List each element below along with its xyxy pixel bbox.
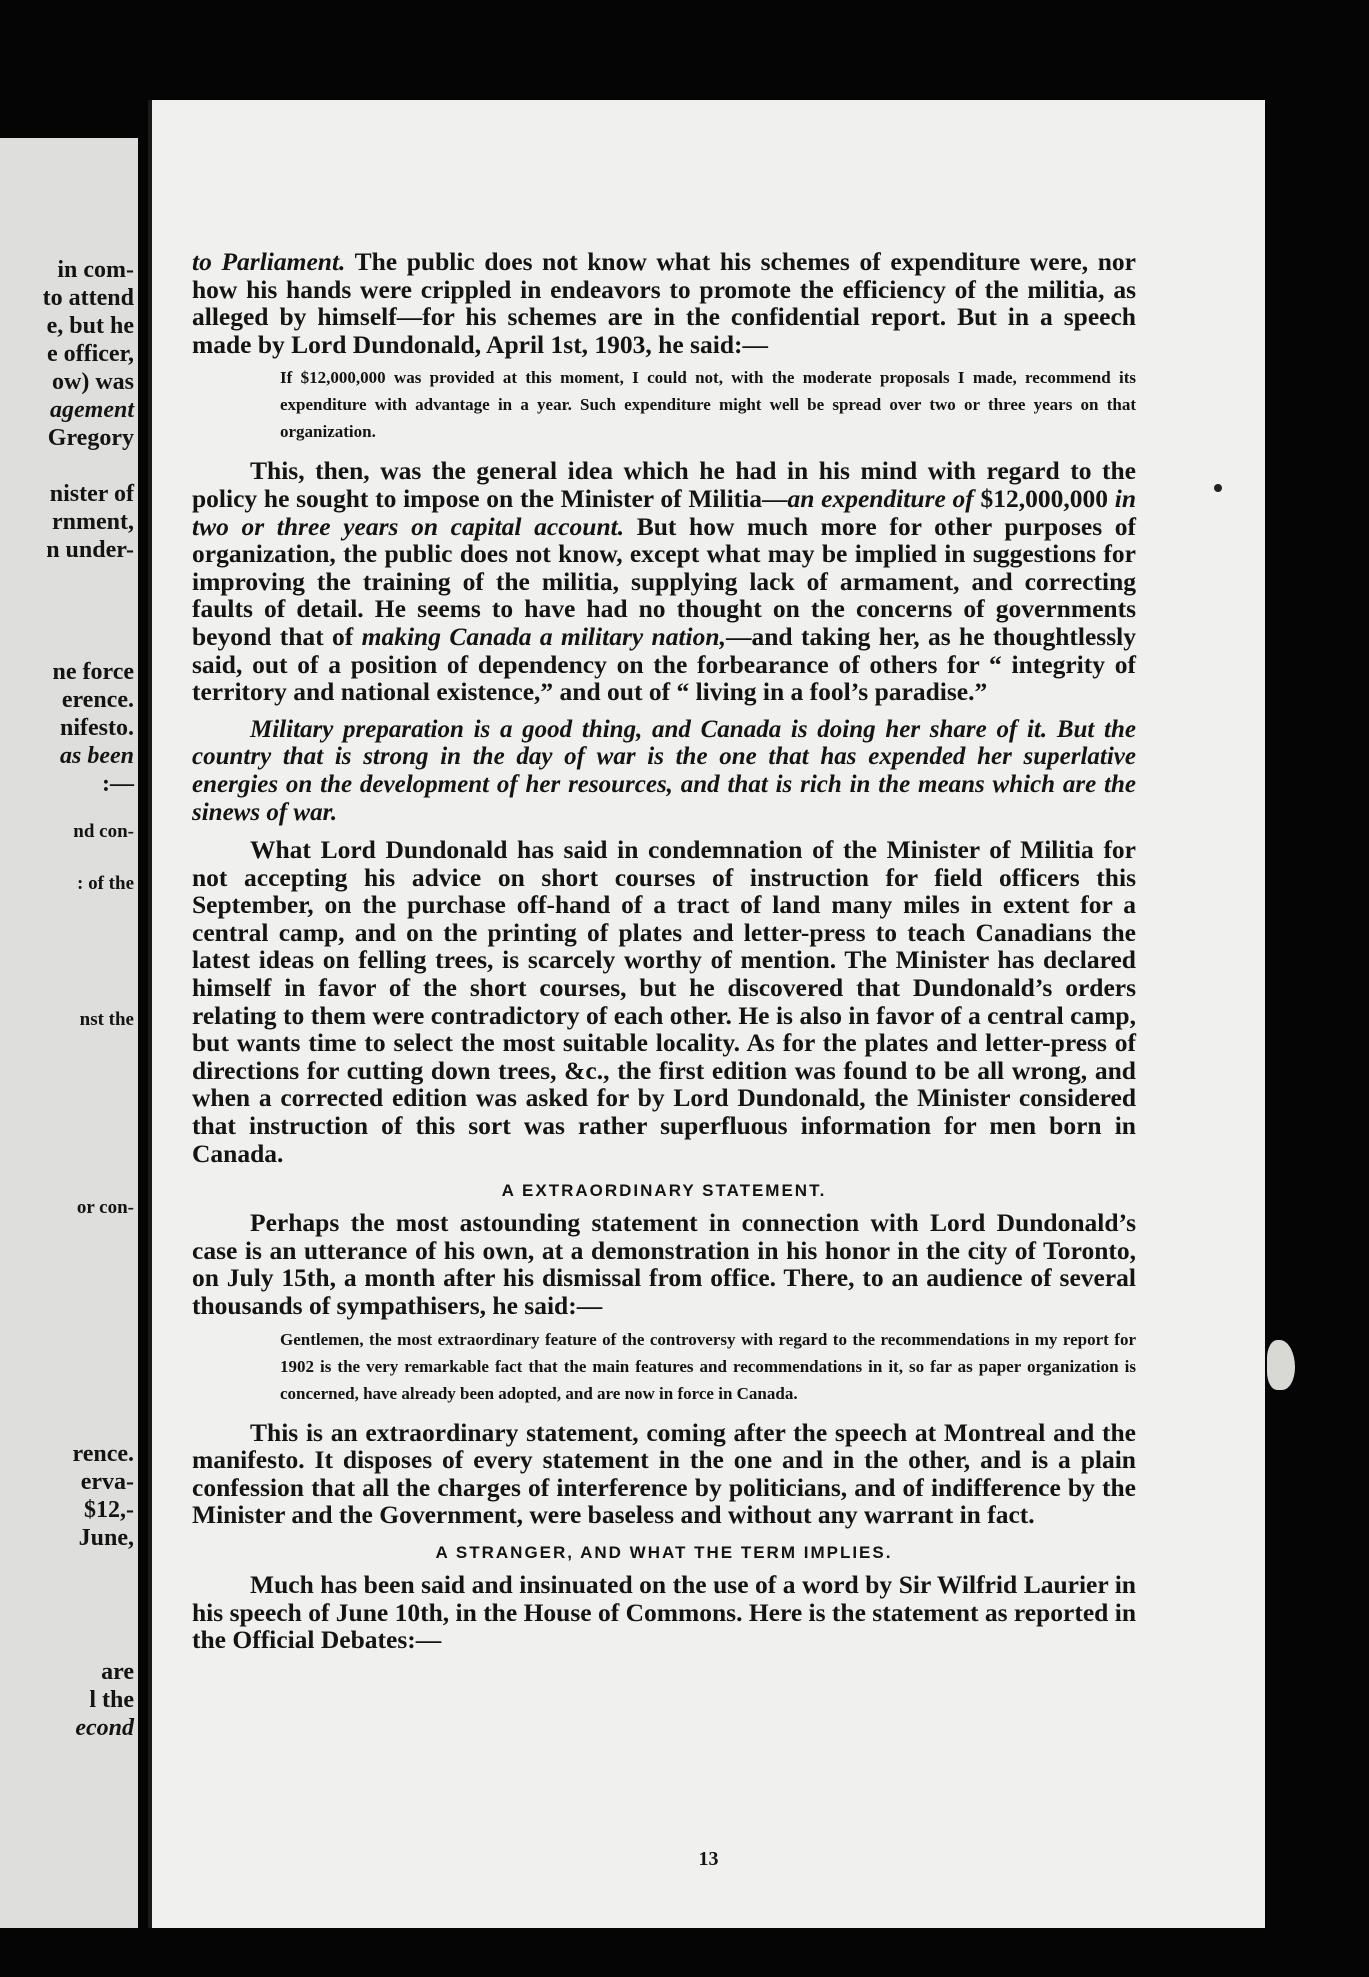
left-page-fragment: nifesto. bbox=[60, 715, 134, 741]
left-page-fragment: :— bbox=[102, 771, 134, 797]
section-heading-extraordinary-statement: A EXTRAORDINARY STATEMENT. bbox=[501, 1181, 827, 1201]
paragraph-7: Much has been said and insinuated on the use of a word by Sir Wilfrid Laurier in his speech of June 10th, in the House of Commons. Here is the statement as reported in the Official Debates:— bbox=[192, 1569, 1136, 1655]
left-page-fragment: or con- bbox=[76, 1197, 134, 1218]
paragraph-2 bbox=[192, 457, 1136, 705]
paragraph-4: What Lord Dundonald has said in condemnation of the Minister of Militia for not accepting his advice on short courses of instruction for field officers this September, on the purchase off-hand of a tract of land many miles in extent for a central camp, and on the printing of plates and letter-press to teach Canadians the latest ideas on felling trees, is scarcely worthy of mention. The Minister has declared himself in favor of the short courses, but he discovered that Dundonald’s orders relating to them were contradictory of each other. He is also in favor of a central camp, but wants time to select the most suitable locality. As for the plates and letter-press of directions for cutting down trees, &c., the first edition was found to be all wrong, and when a corrected edition was asked for by Lord Dundonald, the Minister considered that instruction of this sort was rather superfluous information for men born in Canada. bbox=[192, 835, 1136, 1168]
paragraph-5: Perhaps the most astounding statement in connection with Lord Dundonald’s case is an utterance of his own, at a demonstration in his honor in the city of Toronto, on July 15th, a month after his dismissal from office. There, to an audience of several thousands of sympathisers, he said:— bbox=[192, 1208, 1136, 1320]
paragraph-2-part-d: in two or three years on capital account. bbox=[192, 483, 1137, 541]
paragraph-1-text: The public does not know what his schemes of expenditure were, nor how his hands were crippled in endeavors to promote the efficiency of the militia, as alleged by himself—for his schemes are in the confidential report. But in a speech made by Lord Dundonald, April 1st, 1903, he said:— bbox=[192, 247, 1136, 359]
left-page-fragment: in com- bbox=[57, 257, 134, 283]
left-page-fragment: : of the bbox=[77, 873, 134, 894]
ink-speck bbox=[1214, 484, 1222, 492]
paragraph-2-part-a: This, then, was the general idea which he had in his mind with regard to the policy he sought to impose on the Minister of Militia— bbox=[192, 456, 1136, 513]
left-page-fragment: ne force bbox=[52, 659, 134, 685]
page-number: 13 bbox=[698, 1848, 719, 1870]
left-page-fragment: n under- bbox=[46, 537, 134, 563]
left-page-fragment: agement bbox=[50, 397, 134, 423]
left-page-fragment: June, bbox=[78, 1525, 134, 1551]
left-page-fragment: to attend bbox=[42, 285, 134, 311]
left-page-fragment: as been bbox=[60, 743, 134, 769]
paragraph-1 bbox=[192, 248, 1136, 358]
left-page-fragment: l the bbox=[89, 1687, 134, 1713]
paragraph-6: This is an extraordinary statement, coming after the speech at Montreal and the manifesto. It disposes of every statement in the one and in the other, and is a plain confession that all the charges of interference by politicians, and of indifference by the Minister and the Government, were baseless and without any warrant in fact. bbox=[192, 1417, 1136, 1530]
left-page-fragment: rence. bbox=[72, 1441, 134, 1467]
left-page-fragment: e officer, bbox=[46, 341, 134, 367]
left-page-fragment: erence. bbox=[61, 687, 134, 713]
left-page-fragment: nst the bbox=[79, 1009, 134, 1030]
left-page-fragment: $12,- bbox=[84, 1497, 134, 1523]
left-page-fragment: erva- bbox=[80, 1469, 134, 1495]
left-page-fragment: nister of bbox=[49, 481, 134, 507]
section-heading-stranger: A STRANGER, AND WHAT THE TERM IMPLIES. bbox=[435, 1542, 893, 1562]
paragraph-2-part-g: —and taking her, as he thoughtlessly said, out of a position of dependency on the forbearance of others for “ integrity of territory and national existence,” and out of “ living in a fool’s paradise.” bbox=[192, 621, 1136, 707]
left-page-fragment: rnment, bbox=[52, 509, 134, 535]
left-page-fragment: nd con- bbox=[73, 821, 134, 842]
previous-page-edge bbox=[0, 138, 138, 1928]
paragraph-2-part-f: making Canada a military nation, bbox=[361, 621, 726, 651]
quote-dundonald-1903: If $12,000,000 was provided at this moment, I could not, with the moderate proposals I made, recommend its expenditure with advantage in a year. Such expenditure might well be spread over two or three years on that organization. bbox=[280, 368, 1136, 442]
paragraph-2-part-e: But how much more for other purposes of organization, the public does not know, except what may be implied in suggestions for improving the training of the militia, supplying lack of armament, and correcting faults of detail. He seems to have had no thought on the concerns of governments beyond that of bbox=[192, 511, 1136, 651]
paragraph-3-italic: Military preparation is a good thing, and Canada is doing her share of it. But the country that is strong in the day of war is the one that has expended her superlative energies on the development of her resources, and that is rich in the means which are the sinews of war. bbox=[192, 715, 1136, 826]
left-page-fragment: Gregory bbox=[47, 425, 134, 451]
left-page-fragment: econd bbox=[75, 1715, 134, 1741]
paragraph-1-lead: to Parliament. bbox=[192, 247, 346, 276]
page-edge-tear bbox=[1267, 1340, 1295, 1390]
page-body bbox=[192, 248, 1136, 1654]
paragraph-2-part-b: an expenditure of bbox=[787, 483, 974, 513]
left-page-fragment: ow) was bbox=[52, 369, 134, 395]
quote-toronto-speech: Gentlemen, the most extraordinary feature of the controversy with regard to the recommendations in my report for 1902 is the very remarkable fact that the main features and recommendations in it, so far as paper organization is concerned, have already been adopted, and are now in force in Canada. bbox=[280, 1329, 1136, 1403]
left-page-fragment: are bbox=[101, 1659, 134, 1685]
book-page bbox=[148, 100, 1265, 1928]
left-page-fragment: e, but he bbox=[46, 313, 134, 339]
paragraph-2-part-c: $12,000,000 bbox=[973, 483, 1115, 513]
